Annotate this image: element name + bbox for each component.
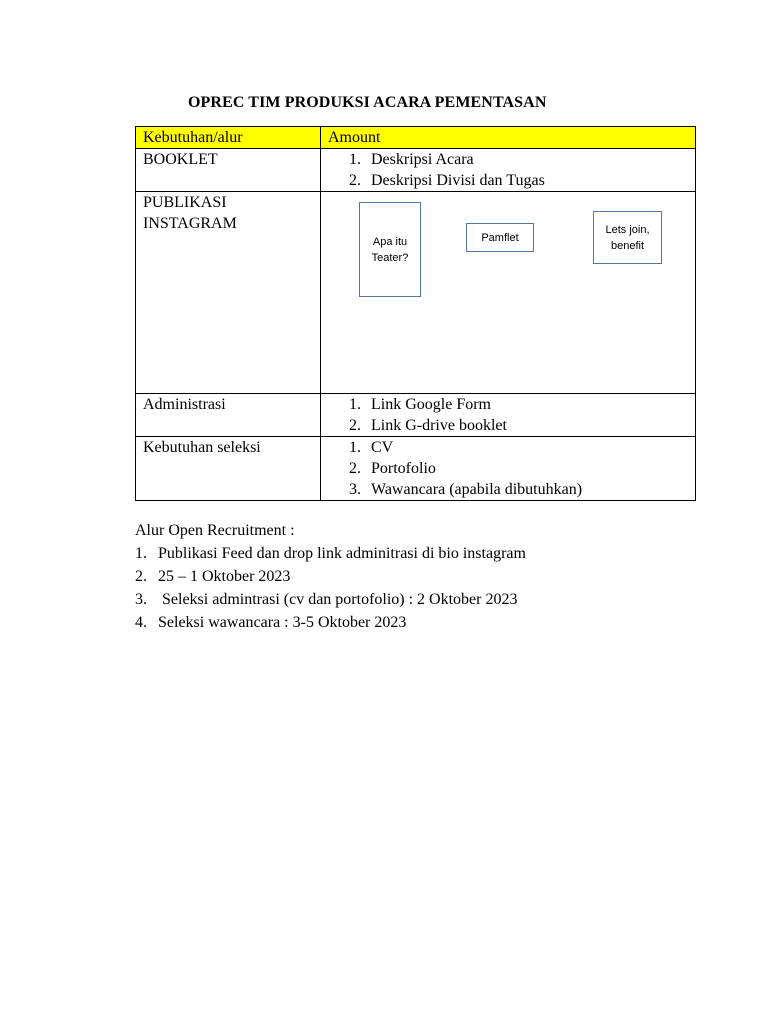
list-item: 2. 25 – 1 Oktober 2023: [135, 565, 526, 588]
row-content-seleksi: [321, 437, 696, 501]
post-box-lets-join: Lets join, benefit: [593, 211, 662, 264]
list-item: 1. Link Google Form: [365, 394, 688, 415]
row-content-booklet: [321, 149, 696, 192]
flow-step-text: Publikasi Feed dan drop link adminitrasi di bio instagram: [158, 545, 526, 562]
list-item: 4. Seleksi wawancara : 3-5 Oktober 2023: [135, 611, 526, 634]
list-item: 2. Deskripsi Divisi dan Tugas: [365, 170, 688, 191]
list-item: 1. Publikasi Feed dan drop link adminitrasi di bio instagram: [135, 542, 526, 565]
flow-heading: Alur Open Recruitment :: [135, 522, 295, 539]
list-item: 2. Portofolio: [365, 458, 688, 479]
list-item: 3. Seleksi admintrasi (cv dan portofolio) : 2 Oktober 2023: [135, 588, 526, 611]
table-header-row: [136, 127, 696, 149]
administrasi-list: [328, 394, 688, 436]
row-label-administrasi: Administrasi: [136, 394, 321, 437]
flow-step-text: Seleksi admintrasi (cv dan portofolio) : 2 Oktober 2023: [158, 591, 518, 608]
flow-steps: [135, 542, 526, 634]
table-row-seleksi: [136, 437, 696, 501]
table-row-administrasi: [136, 394, 696, 437]
list-item: 2. Link G-drive booklet: [365, 415, 688, 436]
header-kebutuhan: Kebutuhan/alur: [136, 127, 321, 149]
header-amount: Amount: [321, 127, 696, 149]
row-label-booklet: BOOKLET: [136, 149, 321, 192]
flow-step-text: 25 – 1 Oktober 2023: [158, 568, 291, 585]
table-row-publikasi: [136, 192, 696, 394]
row-content-publikasi: [321, 192, 696, 394]
requirements-table: [135, 126, 696, 501]
list-item: 3. Wawancara (apabila dibutuhkan): [365, 479, 688, 500]
recruitment-flow: [135, 519, 526, 634]
list-item: 1. Deskripsi Acara: [365, 149, 688, 170]
booklet-list: [328, 149, 688, 191]
row-content-administrasi: [321, 394, 696, 437]
row-label-publikasi: PUBLIKASI INSTAGRAM: [136, 192, 321, 394]
table-row-booklet: [136, 149, 696, 192]
list-item: 1. CV: [365, 437, 688, 458]
row-label-seleksi: Kebutuhan seleksi: [136, 437, 321, 501]
flow-step-text: Seleksi wawancara : 3-5 Oktober 2023: [158, 614, 407, 631]
post-box-apa-itu-teater: Apa itu Teater?: [359, 202, 421, 297]
document-title: OPREC TIM PRODUKSI ACARA PEMENTASAN: [188, 94, 547, 111]
post-box-pamflet: Pamflet: [466, 223, 534, 252]
seleksi-list: [328, 437, 688, 500]
